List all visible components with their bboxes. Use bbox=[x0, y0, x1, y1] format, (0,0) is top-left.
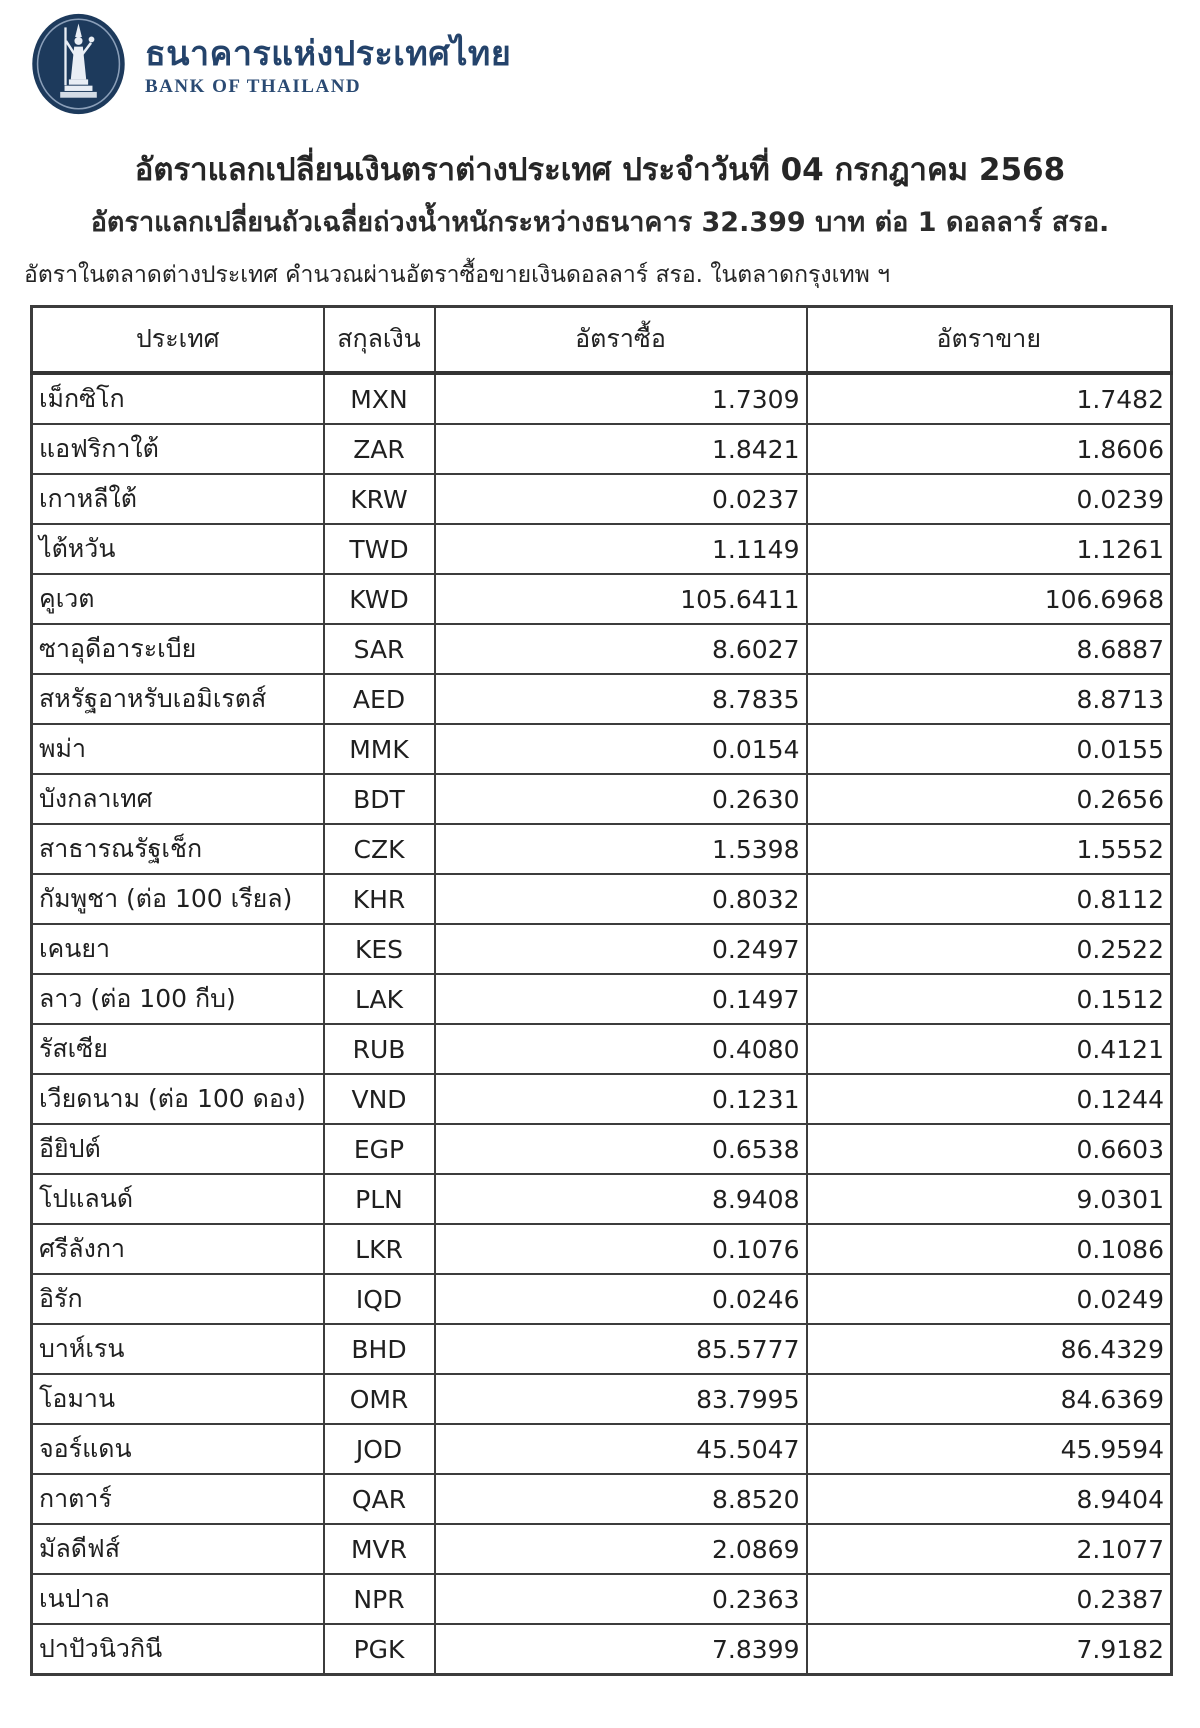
country-cell: ศรีลังกา bbox=[32, 1224, 324, 1274]
table-row bbox=[32, 1624, 1172, 1675]
currency-cell: KWD bbox=[324, 574, 435, 624]
buy-rate-cell: 7.8399 bbox=[435, 1624, 807, 1675]
buy-rate-cell: 8.7835 bbox=[435, 674, 807, 724]
country-cell: พม่า bbox=[32, 724, 324, 774]
country-cell: โปแลนด์ bbox=[32, 1174, 324, 1224]
currency-cell: TWD bbox=[324, 524, 435, 574]
country-cell: เม็กซิโก bbox=[32, 373, 324, 424]
table-row bbox=[32, 924, 1172, 974]
buy-rate-cell: 45.5047 bbox=[435, 1424, 807, 1474]
currency-cell: AED bbox=[324, 674, 435, 724]
country-cell: เวียดนาม (ต่อ 100 ดอง) bbox=[32, 1074, 324, 1124]
buy-rate-cell: 2.0869 bbox=[435, 1524, 807, 1574]
exchange-rates-table bbox=[30, 305, 1173, 1676]
currency-cell: KRW bbox=[324, 474, 435, 524]
currency-cell: BDT bbox=[324, 774, 435, 824]
currency-cell: RUB bbox=[324, 1024, 435, 1074]
buy-rate-cell: 1.8421 bbox=[435, 424, 807, 474]
sell-rate-cell: 1.7482 bbox=[807, 373, 1172, 424]
country-cell: เคนยา bbox=[32, 924, 324, 974]
sell-rate-cell: 0.0239 bbox=[807, 474, 1172, 524]
logo-wordmark bbox=[145, 30, 511, 98]
sell-rate-cell: 0.1086 bbox=[807, 1224, 1172, 1274]
column-header-country: ประเทศ bbox=[32, 307, 324, 374]
sell-rate-cell: 9.0301 bbox=[807, 1174, 1172, 1224]
country-cell: กัมพูชา (ต่อ 100 เรียล) bbox=[32, 874, 324, 924]
table-row bbox=[32, 424, 1172, 474]
table-row bbox=[32, 974, 1172, 1024]
country-cell: คูเวต bbox=[32, 574, 324, 624]
buy-rate-cell: 0.2630 bbox=[435, 774, 807, 824]
bank-of-thailand-emblem-icon bbox=[30, 12, 127, 116]
sell-rate-cell: 8.9404 bbox=[807, 1474, 1172, 1524]
buy-rate-cell: 0.1497 bbox=[435, 974, 807, 1024]
table-row bbox=[32, 1174, 1172, 1224]
table-row bbox=[32, 1374, 1172, 1424]
table-row bbox=[32, 1524, 1172, 1574]
currency-cell: SAR bbox=[324, 624, 435, 674]
buy-rate-cell: 0.0237 bbox=[435, 474, 807, 524]
buy-rate-cell: 8.6027 bbox=[435, 624, 807, 674]
currency-cell: KHR bbox=[324, 874, 435, 924]
sell-rate-cell: 0.1244 bbox=[807, 1074, 1172, 1124]
table-row bbox=[32, 774, 1172, 824]
sell-rate-cell: 86.4329 bbox=[807, 1324, 1172, 1374]
market-note: อัตราในตลาดต่างประเทศ คำนวณผ่านอัตราซื้อขายเงินดอลลาร์ สรอ. ในตลาดกรุงเทพ ฯ bbox=[24, 261, 891, 288]
table-row bbox=[32, 874, 1172, 924]
currency-cell: OMR bbox=[324, 1374, 435, 1424]
buy-rate-cell: 0.2363 bbox=[435, 1574, 807, 1624]
table-row bbox=[32, 1324, 1172, 1374]
country-cell: สหรัฐอาหรับเอมิเรตส์ bbox=[32, 674, 324, 724]
sell-rate-cell: 0.8112 bbox=[807, 874, 1172, 924]
table-row bbox=[32, 824, 1172, 874]
buy-rate-cell: 85.5777 bbox=[435, 1324, 807, 1374]
table-row bbox=[32, 373, 1172, 424]
buy-rate-cell: 8.9408 bbox=[435, 1174, 807, 1224]
column-header-sell-rate: อัตราขาย bbox=[807, 307, 1172, 374]
currency-cell: CZK bbox=[324, 824, 435, 874]
country-cell: ไต้หวัน bbox=[32, 524, 324, 574]
page-subtitle: อัตราแลกเปลี่ยนถัวเฉลี่ยถ่วงน้ำหนักระหว่างธนาคาร 32.399 บาท ต่อ 1 ดอลลาร์ สรอ. bbox=[90, 207, 1110, 239]
table-row bbox=[32, 524, 1172, 574]
table-row bbox=[32, 474, 1172, 524]
currency-cell: MMK bbox=[324, 724, 435, 774]
buy-rate-cell: 0.1076 bbox=[435, 1224, 807, 1274]
sell-rate-cell: 1.5552 bbox=[807, 824, 1172, 874]
currency-cell: VND bbox=[324, 1074, 435, 1124]
sell-rate-cell: 0.2387 bbox=[807, 1574, 1172, 1624]
buy-rate-cell: 1.5398 bbox=[435, 824, 807, 874]
sell-rate-cell: 7.9182 bbox=[807, 1624, 1172, 1675]
currency-cell: NPR bbox=[324, 1574, 435, 1624]
table-row bbox=[32, 1424, 1172, 1474]
country-cell: กาตาร์ bbox=[32, 1474, 324, 1524]
sell-rate-cell: 0.2656 bbox=[807, 774, 1172, 824]
currency-cell: QAR bbox=[324, 1474, 435, 1524]
currency-cell: ZAR bbox=[324, 424, 435, 474]
org-name-english: BANK OF THAILAND bbox=[145, 76, 362, 98]
sell-rate-cell: 8.8713 bbox=[807, 674, 1172, 724]
buy-rate-cell: 0.1231 bbox=[435, 1074, 807, 1124]
table-row bbox=[32, 1574, 1172, 1624]
country-cell: แอฟริกาใต้ bbox=[32, 424, 324, 474]
table-row bbox=[32, 574, 1172, 624]
table-row bbox=[32, 1274, 1172, 1324]
buy-rate-cell: 0.2497 bbox=[435, 924, 807, 974]
table-header bbox=[32, 307, 1172, 374]
country-cell: ซาอุดีอาระเบีย bbox=[32, 624, 324, 674]
sell-rate-cell: 0.1512 bbox=[807, 974, 1172, 1024]
rates-tbody bbox=[32, 373, 1172, 1675]
bank-of-thailand-logo bbox=[0, 0, 1200, 118]
country-cell: มัลดีฟส์ bbox=[32, 1524, 324, 1574]
currency-cell: MXN bbox=[324, 373, 435, 424]
country-cell: รัสเซีย bbox=[32, 1024, 324, 1074]
country-cell: โอมาน bbox=[32, 1374, 324, 1424]
table-row bbox=[32, 1074, 1172, 1124]
sell-rate-cell: 0.0155 bbox=[807, 724, 1172, 774]
table-row bbox=[32, 624, 1172, 674]
sell-rate-cell: 0.6603 bbox=[807, 1124, 1172, 1174]
sell-rate-cell: 0.0249 bbox=[807, 1274, 1172, 1324]
country-cell: สาธารณรัฐเช็ก bbox=[32, 824, 324, 874]
buy-rate-cell: 105.6411 bbox=[435, 574, 807, 624]
country-cell: อิรัก bbox=[32, 1274, 324, 1324]
org-name-thai: ธนาคารแห่งประเทศไทย bbox=[145, 33, 512, 74]
currency-cell: IQD bbox=[324, 1274, 435, 1324]
table-row bbox=[32, 724, 1172, 774]
column-header-currency: สกุลเงิน bbox=[324, 307, 435, 374]
sell-rate-cell: 2.1077 bbox=[807, 1524, 1172, 1574]
column-header-buy-rate: อัตราซื้อ bbox=[435, 307, 807, 374]
table-row bbox=[32, 674, 1172, 724]
buy-rate-cell: 0.0246 bbox=[435, 1274, 807, 1324]
buy-rate-cell: 0.4080 bbox=[435, 1024, 807, 1074]
sell-rate-cell: 106.6968 bbox=[807, 574, 1172, 624]
table-row bbox=[32, 1124, 1172, 1174]
country-cell: ลาว (ต่อ 100 กีบ) bbox=[32, 974, 324, 1024]
country-cell: เนปาล bbox=[32, 1574, 324, 1624]
country-cell: บาห์เรน bbox=[32, 1324, 324, 1374]
table-row bbox=[32, 1474, 1172, 1524]
table-row bbox=[32, 1224, 1172, 1274]
currency-cell: LKR bbox=[324, 1224, 435, 1274]
buy-rate-cell: 0.6538 bbox=[435, 1124, 807, 1174]
country-cell: เกาหลีใต้ bbox=[32, 474, 324, 524]
table-header-row bbox=[32, 307, 1172, 374]
buy-rate-cell: 0.0154 bbox=[435, 724, 807, 774]
sell-rate-cell: 84.6369 bbox=[807, 1374, 1172, 1424]
sell-rate-cell: 8.6887 bbox=[807, 624, 1172, 674]
currency-cell: PGK bbox=[324, 1624, 435, 1675]
country-cell: ปาปัวนิวกินี bbox=[32, 1624, 324, 1675]
country-cell: อียิปต์ bbox=[32, 1124, 324, 1174]
sell-rate-cell: 1.8606 bbox=[807, 424, 1172, 474]
currency-cell: BHD bbox=[324, 1324, 435, 1374]
sell-rate-cell: 0.2522 bbox=[807, 924, 1172, 974]
sell-rate-cell: 1.1261 bbox=[807, 524, 1172, 574]
page-title: อัตราแลกเปลี่ยนเงินตราต่างประเทศ ประจำวันที่ 04 กรกฎาคม 2568 bbox=[134, 152, 1066, 188]
buy-rate-cell: 83.7995 bbox=[435, 1374, 807, 1424]
currency-cell: EGP bbox=[324, 1124, 435, 1174]
currency-cell: LAK bbox=[324, 974, 435, 1024]
buy-rate-cell: 8.8520 bbox=[435, 1474, 807, 1524]
country-cell: บังกลาเทศ bbox=[32, 774, 324, 824]
buy-rate-cell: 1.1149 bbox=[435, 524, 807, 574]
currency-cell: MVR bbox=[324, 1524, 435, 1574]
currency-cell: JOD bbox=[324, 1424, 435, 1474]
table-row bbox=[32, 1024, 1172, 1074]
currency-cell: KES bbox=[324, 924, 435, 974]
currency-cell: PLN bbox=[324, 1174, 435, 1224]
buy-rate-cell: 0.8032 bbox=[435, 874, 807, 924]
sell-rate-cell: 45.9594 bbox=[807, 1424, 1172, 1474]
country-cell: จอร์แดน bbox=[32, 1424, 324, 1474]
sell-rate-cell: 0.4121 bbox=[807, 1024, 1172, 1074]
buy-rate-cell: 1.7309 bbox=[435, 373, 807, 424]
